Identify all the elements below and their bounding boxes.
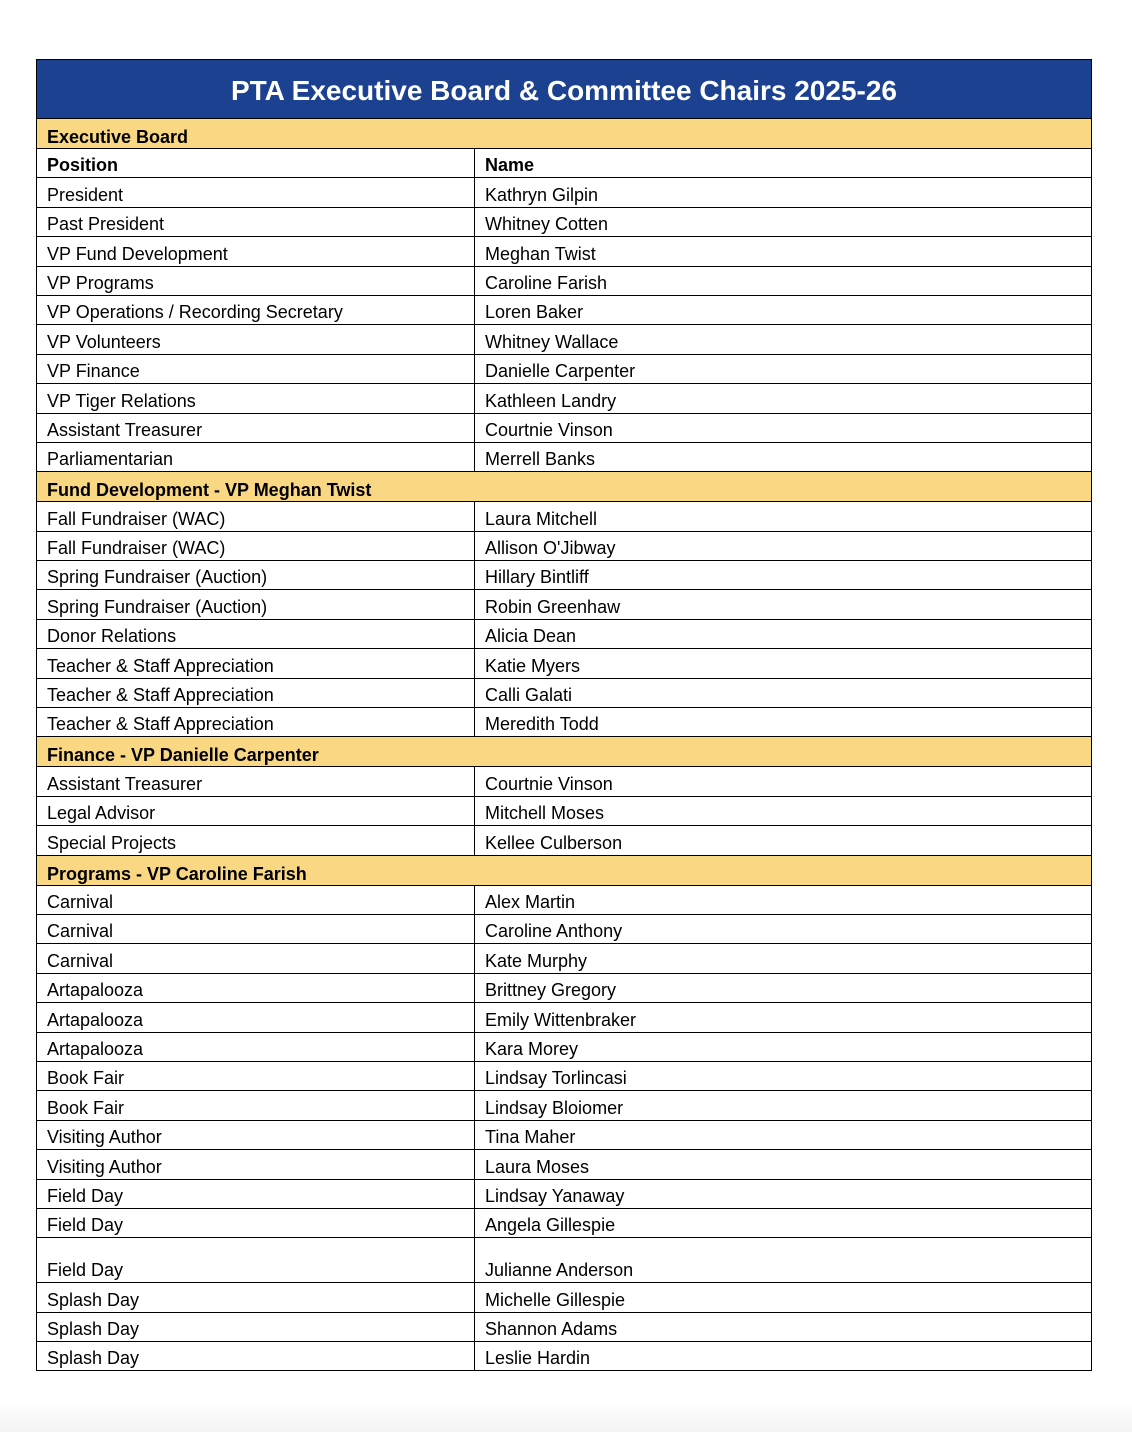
position-cell: Carnival — [37, 886, 475, 914]
position-cell: Artapalooza — [37, 974, 475, 1002]
position-cell: Teacher & Staff Appreciation — [37, 649, 475, 677]
table-row — [37, 178, 1091, 207]
table-row — [37, 1342, 1091, 1371]
table-row — [37, 296, 1091, 325]
section-heading-fund-development: Fund Development - VP Meghan Twist — [37, 472, 1091, 502]
section-heading-programs: Programs - VP Caroline Farish — [37, 856, 1091, 886]
table-row — [37, 826, 1091, 855]
name-cell: Caroline Anthony — [485, 921, 623, 942]
name-cell: Emily Wittenbraker — [485, 1009, 637, 1030]
position-cell: Artapalooza — [37, 1003, 475, 1031]
table-row — [37, 1091, 1091, 1120]
position-cell: Carnival — [37, 944, 475, 972]
programs-rows — [37, 886, 1091, 1372]
position-cell: Splash Day — [37, 1313, 475, 1341]
table-row — [37, 1062, 1091, 1091]
name-cell: Courtnie Vinson — [485, 419, 613, 440]
name-cell: Merrell Banks — [485, 449, 596, 470]
name-cell: Whitney Cotten — [485, 214, 609, 235]
table-row — [37, 1033, 1091, 1062]
name-cell: Tina Maher — [485, 1127, 576, 1148]
position-cell: VP Finance — [37, 355, 475, 383]
name-cell: Danielle Carpenter — [485, 361, 636, 382]
name-cell: Brittney Gregory — [485, 980, 617, 1001]
position-cell: Spring Fundraiser (Auction) — [37, 561, 475, 589]
position-cell: Assistant Treasurer — [37, 767, 475, 795]
position-cell: President — [37, 178, 475, 206]
position-cell: Visiting Author — [37, 1121, 475, 1149]
table-header-row — [37, 149, 1091, 178]
section-heading-finance: Finance - VP Danielle Carpenter — [37, 737, 1091, 767]
executive-rows — [37, 178, 1091, 472]
position-cell: VP Operations / Recording Secretary — [37, 296, 475, 324]
position-cell: Artapalooza — [37, 1033, 475, 1061]
position-cell: Field Day — [37, 1209, 475, 1237]
table-row — [37, 1238, 1091, 1283]
table-row — [37, 620, 1091, 649]
name-cell: Lindsay Bloiomer — [485, 1097, 624, 1118]
position-cell: Field Day — [37, 1238, 475, 1282]
table-row — [37, 208, 1091, 237]
name-cell: Angela Gillespie — [485, 1215, 616, 1236]
table-row — [37, 649, 1091, 678]
section-heading-executive: Executive Board — [37, 119, 1091, 149]
table-row — [37, 944, 1091, 973]
name-cell: Kate Murphy — [485, 950, 588, 971]
table-row — [37, 325, 1091, 354]
table-row — [37, 679, 1091, 708]
table-row — [37, 767, 1091, 796]
finance-rows — [37, 767, 1091, 855]
column-header-position: Position — [37, 149, 475, 177]
position-cell: Splash Day — [37, 1342, 475, 1370]
document-title: PTA Executive Board & Committee Chairs 2025-26 — [37, 59, 1091, 119]
position-cell: Book Fair — [37, 1091, 475, 1119]
name-cell: Allison O'Jibway — [485, 538, 616, 559]
table-row — [37, 708, 1091, 737]
position-cell: VP Fund Development — [37, 237, 475, 265]
name-cell: Alicia Dean — [485, 626, 577, 647]
name-cell: Kathryn Gilpin — [485, 184, 599, 205]
name-cell: Meghan Twist — [485, 243, 596, 264]
table-row — [37, 267, 1091, 296]
name-cell: Loren Baker — [485, 302, 584, 323]
table-row — [37, 502, 1091, 531]
table-row — [37, 561, 1091, 590]
table-row — [37, 886, 1091, 915]
name-cell: Hillary Bintliff — [485, 567, 589, 588]
position-cell: Fall Fundraiser (WAC) — [37, 532, 475, 560]
table-row — [37, 1003, 1091, 1032]
table-row — [37, 590, 1091, 619]
table-row — [37, 974, 1091, 1003]
position-cell: Donor Relations — [37, 620, 475, 648]
table-row — [37, 414, 1091, 443]
name-cell: Shannon Adams — [485, 1319, 618, 1340]
position-cell: Book Fair — [37, 1062, 475, 1090]
name-cell: Kellee Culberson — [485, 832, 623, 853]
table-row — [37, 532, 1091, 561]
position-cell: Spring Fundraiser (Auction) — [37, 590, 475, 618]
table-row — [37, 1283, 1091, 1312]
table-row — [37, 797, 1091, 826]
position-cell: Teacher & Staff Appreciation — [37, 679, 475, 707]
name-cell: Michelle Gillespie — [485, 1289, 626, 1310]
name-cell: Lindsay Yanaway — [485, 1185, 625, 1206]
position-cell: Legal Advisor — [37, 797, 475, 825]
position-cell: Teacher & Staff Appreciation — [37, 708, 475, 736]
name-cell: Whitney Wallace — [485, 331, 619, 352]
table-row — [37, 1313, 1091, 1342]
table-row — [37, 1121, 1091, 1150]
name-cell: Laura Moses — [485, 1156, 590, 1177]
table-row — [37, 1209, 1091, 1238]
name-cell: Laura Mitchell — [485, 508, 598, 529]
table-row — [37, 384, 1091, 413]
position-cell: VP Tiger Relations — [37, 384, 475, 412]
name-cell: Lindsay Torlincasi — [485, 1068, 627, 1089]
table-row — [37, 1150, 1091, 1179]
table-row — [37, 443, 1091, 472]
table-row — [37, 355, 1091, 384]
name-cell: Calli Galati — [485, 685, 573, 706]
position-cell: Assistant Treasurer — [37, 414, 475, 442]
name-cell: Meredith Todd — [485, 714, 599, 735]
name-cell: Alex Martin — [485, 891, 576, 912]
position-cell: Special Projects — [37, 826, 475, 854]
table-row — [37, 237, 1091, 266]
name-cell: Kara Morey — [485, 1038, 579, 1059]
position-cell: Fall Fundraiser (WAC) — [37, 502, 475, 530]
position-cell: Past President — [37, 208, 475, 236]
table-row — [37, 915, 1091, 944]
name-cell: Julianne Anderson — [485, 1260, 634, 1281]
name-cell: Leslie Hardin — [485, 1348, 591, 1369]
column-header-name: Name — [485, 155, 535, 176]
position-cell: Splash Day — [37, 1283, 475, 1311]
position-cell: VP Programs — [37, 267, 475, 295]
position-cell: Carnival — [37, 915, 475, 943]
page-bottom-edge — [0, 1402, 1132, 1432]
position-cell: Parliamentarian — [37, 443, 475, 471]
table-row — [37, 1180, 1091, 1209]
name-cell: Kathleen Landry — [485, 390, 617, 411]
pta-board-table — [36, 59, 1092, 1371]
position-cell: VP Volunteers — [37, 325, 475, 353]
fund-development-rows — [37, 502, 1091, 737]
name-cell: Mitchell Moses — [485, 803, 605, 824]
name-cell: Robin Greenhaw — [485, 596, 621, 617]
position-cell: Field Day — [37, 1180, 475, 1208]
name-cell: Caroline Farish — [485, 272, 608, 293]
name-cell: Katie Myers — [485, 655, 581, 676]
name-cell: Courtnie Vinson — [485, 773, 613, 794]
position-cell: Visiting Author — [37, 1150, 475, 1178]
